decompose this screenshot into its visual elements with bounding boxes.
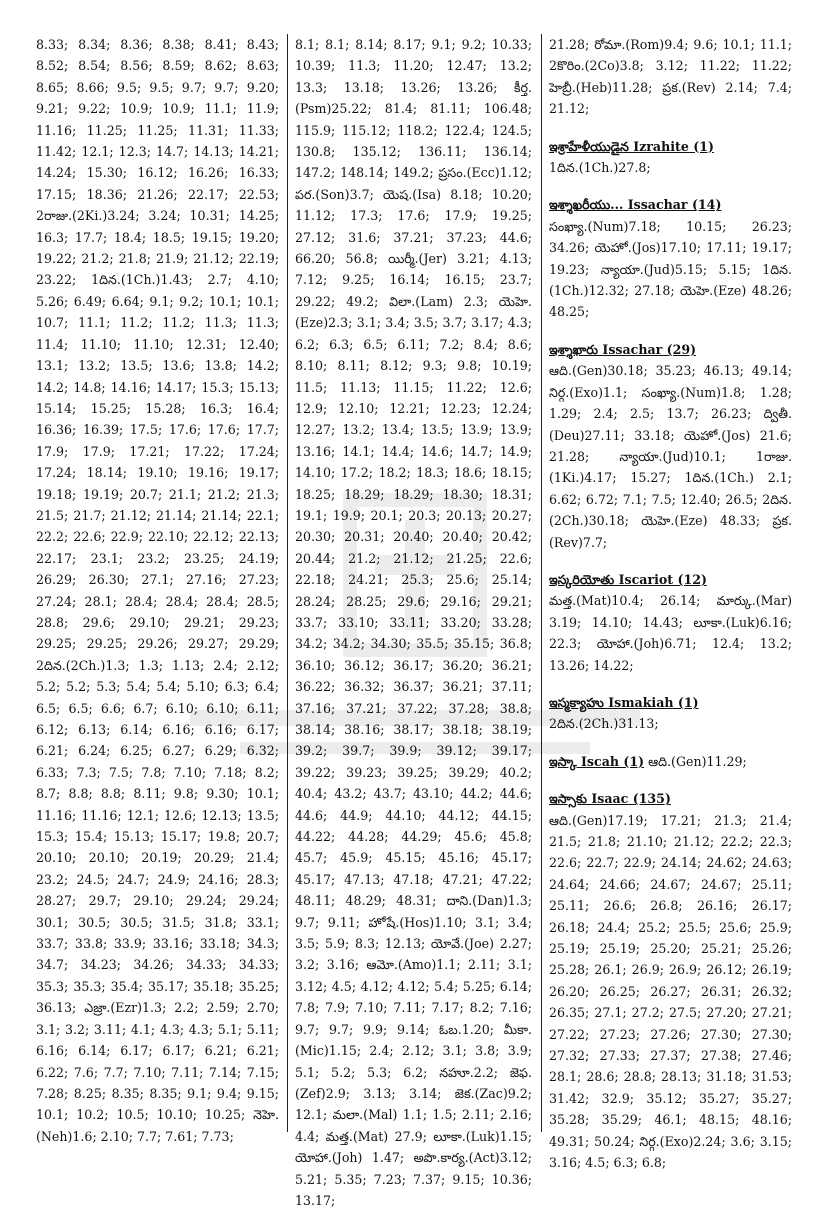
concordance-page [36, 34, 792, 1208]
entry-iscah [549, 751, 792, 772]
entry-references: ఆది.(Gen)17.19; 17.21; 21.3; 21.4; 21.5; 21.8; 21.10; 21.12; 22.2; 22.3; 22.6; 22.7; 22.9; 24.14; 24.62; 24.63; 24.64; 24.66; 24.67; 24.67; 25.11; 25.11; 26.6; 26.8; 26.16; 26.17; 26.18; 24.4; 25.2; 25.5; 25.6; 25.9; 25.19; 25.19; 25.20; 25.21; 25.26; 25.28; 26.1; 26.9; 26.9; 26.12; 26.19; 26.20; 26.25; 26.27; 26.31; 26.32; 26.35; 27.1; 27.2; 27.5; 27.20; 27.21; 27.22; 27.23; 27.26; 27.30; 27.30; 27.32; 27.33; 27.37; 27.38; 27.46; 28.1; 28.6; 28.8; 28.13; 31.18; 31.53; 31.42; 32.9; 35.12; 35.27; 35.27; 35.28; 35.29; 46.1; 48.15; 48.16; 49.31; 50.24; నిర్గ.(Exo)2.24; 3.6; 3.15; 3.16; 4.5; 6.3; 6.8; [549, 812, 792, 1171]
column-divider [541, 34, 542, 1132]
entry-heading: ఇస్సాకు Isaac (135) [549, 791, 671, 807]
entry-iscariot [549, 569, 792, 676]
entry-heading: ఇశ్రాహేళీయుడైన Izrahite (1) [549, 138, 714, 154]
reference-list: 8.33; 8.34; 8.36; 8.38; 8.41; 8.43; 8.52; 8.54; 8.56; 8.59; 8.62; 8.63; 8.65; 8.66; 9.5; 9.5; 9.7; 9.7; 9.20; 9.21; 9.22; 10.9; 10.9; 11.1; 11.9; 11.16; 11.25; 11.25; 11.31; 11.33; 11.42; 12.1; 12.3; 14.7; 14.13; 14.21; 14.24; 15.30; 16.12; 16.26; 16.33; 17.15; 18.36; 21.26; 22.17; 22.53; 2రాజు.(2Ki.)3.24; 3.24; 10.31; 14.25; 16.3; 17.7; 18.4; 18.5; 19.15; 19.20; 19.22; 21.2; 21.8; 21.9; 21.12; 22.19; 23.22; 1దిన.(1Ch.)1.43; 2.7; 4.10; 5.26; 6.49; 6.64; 9.1; 9.2; 10.1; 10.1; 10.7; 11.1; 11.2; 11.2; 11.3; 11.3; 11.4; 11.10; 11.10; 12.31; 12.40; 13.1; 13.2; 13.5; 13.6; 13.8; 14.2; 14.2; 14.8; 14.16; 14.17; 15.3; 15.13; 15.14; 15.25; 15.28; 16.3; 16.4; 16.36; 16.39; 17.5; 17.6; 17.6; 17.7; 17.9; 17.9; 17.21; 17.22; 17.24; 17.24; 18.14; 19.10; 19.16; 19.17; 19.18; 19.19; 20.7; 21.1; 21.2; 21.3; 21.5; 21.7; 21.12; 21.14; 21.14; 22.1; 22.2; 22.6; 22.9; 22.10; 22.12; 22.13; 22.17; 23.1; 23.2; 23.25; 24.19; 26.29; 26.30; 27.1; 27.16; 27.23; 27.24; 28.1; 28.4; 28.4; 28.4; 28.5; 28.8; 29.6; 29.10; 29.21; 29.23; 29.25; 29.25; 29.26; 29.27; 29.29; 2దిన.(2Ch.)1.3; 1.3; 1.13; 2.4; 2.12; 5.2; 5.2; 5.3; 5.4; 5.4; 5.10; 6.3; 6.4; 6.5; 6.5; 6.6; 6.7; 6.10; 6.10; 6.11; 6.12; 6.13; 6.14; 6.16; 6.16; 6.17; 6.21; 6.24; 6.25; 6.27; 6.29; 6.32; 6.33; 7.3; 7.5; 7.8; 7.10; 7.18; 8.2; 8.7; 8.8; 8.8; 8.11; 9.8; 9.30; 10.1; 11.16; 11.16; 12.1; 12.6; 12.13; 13.5; 15.3; 15.4; 15.13; 15.17; 19.8; 20.7; 20.10; 20.10; 20.19; 20.29; 21.4; 23.2; 24.5; 24.7; 24.9; 24.16; 28.3; 28.27; 29.7; 29.10; 29.24; 29.24; 30.1; 30.5; 30.5; 31.5; 31.8; 33.1; 33.7; 33.8; 33.9; 33.16; 33.18; 34.3; 34.7; 34.23; 34.26; 34.33; 34.33; 35.3; 35.3; 35.4; 35.17; 35.18; 35.25; 36.13; ఎజ్రా.(Ezr)1.3; 2.2; 2.59; 2.70; 3.1; 3.2; 3.11; 4.1; 4.3; 4.3; 5.1; 5.11; 6.16; 6.14; 6.17; 6.17; 6.21; 6.21; 6.22; 7.6; 7.7; 7.10; 7.11; 7.14; 7.15; 7.28; 8.25; 8.35; 8.35; 9.1; 9.4; 9.15; 10.1; 10.2; 10.5; 10.10; 10.25; నెహె.(Neh)1.6; 2.10; 7.7; 7.61; 7.73; [36, 37, 279, 1144]
entry-isaac [549, 788, 792, 1173]
entry-issachar-14 [549, 194, 792, 322]
entry-heading: ఇస్కా Iscah (1) [549, 753, 645, 769]
entry-issachar-29 [549, 339, 792, 553]
column-1 [36, 34, 279, 1144]
entry-references: 1దిన.(1Ch.)27.8; [549, 160, 651, 176]
entry-references: 2దిన.(2Ch.)31.13; [549, 716, 659, 732]
entry-references: సంఖ్యా.(Num)7.18; 10.15; 26.23; 34.26; యెహో.(Jos)17.10; 17.11; 19.17; 19.23; న్యాయా.(Jud)5.15; 5.15; 1దిన.(1Ch.)12.32; 27.18; యెహె.(Eze) 48.26; 48.25; [549, 218, 792, 320]
entry-ismakiah [549, 692, 792, 735]
entry-izrahite [549, 136, 792, 179]
entry-references: మత్త.(Mat)10.4; 26.14; మార్కు.(Mar) 3.19; 14.10; 14.43; లూకా.(Luk)6.16; 22.3; యోహా.(Joh)6.71; 12.4; 13.2; 13.26; 14.22; [549, 593, 792, 673]
entry-heading: ఇస్మక్యాహు Ismakiah (1) [549, 694, 699, 710]
entry-heading: ఇశ్శాఖారు Issachar (29) [549, 341, 697, 357]
column-2 [295, 34, 532, 1208]
entry-heading: ఇస్కరియోతు Iscariot (12) [549, 571, 707, 587]
entry-heading: ఇశ్శాఖరీయు... Issachar (14) [549, 197, 722, 213]
reference-list: 21.28; రోమా.(Rom)9.4; 9.6; 10.1; 11.1; 2కొరిం.(2Co)3.8; 3.12; 11.22; 11.22; హెబ్రీ.(Heb)11.28; ప్రక.(Rev) 2.14; 7.4; 21.12; [549, 37, 792, 117]
column-divider [287, 34, 288, 1132]
entry-references: ఆది.(Gen)30.18; 35.23; 46.13; 49.14; నిర్గ.(Exo)1.1; సంఖ్యా.(Num)1.8; 1.28; 1.29; 2.4; 2.5; 13.7; 26.23; ద్వితీ.(Deu)27.11; 33.18; యెహో.(Jos) 21.6; 21.28; న్యాయా.(Jud)10.1; 1రాజు.(1Ki.)4.17; 15.27; 1దిన.(1Ch.) 2.1; 6.62; 6.72; 7.1; 7.5; 12.40; 26.5; 2దిన.(2Ch.)30.18; యెహె.(Eze) 48.33; ప్రక.(Rev)7.7; [549, 363, 792, 550]
reference-list: 8.1; 8.1; 8.14; 8.17; 9.1; 9.2; 10.33; 10.39; 11.3; 11.20; 12.47; 13.2; 13.3; 13.18; 13.26; 13.26; కీర్త.(Psm)25.22; 81.4; 81.11; 106.48; 115.9; 115.12; 118.2; 122.4; 124.5; 130.8; 135.12; 136.11; 136.14; 147.2; 148.14; 149.2; ప్రసం.(Ecc)1.12; పర.(Son)3.7; యెష.(Isa) 8.18; 10.20; 11.12; 17.3; 17.6; 17.9; 19.25; 27.12; 31.6; 37.21; 37.23; 44.6; 66.20; 56.8; యిర్మీ.(Jer) 3.21; 4.13; 7.12; 9.25; 16.14; 16.15; 23.7; 29.22; 49.2; విలా.(Lam) 2.3; యెహె.(Eze)2.3; 3.1; 3.4; 3.5; 3.7; 3.17; 4.3; 6.2; 6.3; 6.5; 6.11; 7.2; 8.4; 8.6; 8.10; 8.11; 8.12; 9.3; 9.8; 10.19; 11.5; 11.13; 11.15; 11.22; 12.6; 12.9; 12.10; 12.21; 12.23; 12.24; 12.27; 13.2; 13.4; 13.5; 13.9; 13.9; 13.16; 14.1; 14.4; 14.6; 14.7; 14.9; 14.10; 17.2; 18.2; 18.3; 18.6; 18.15; 18.25; 18.29; 18.29; 18.30; 18.31; 19.1; 19.9; 20.1; 20.3; 20.13; 20.27; 20.30; 20.31; 20.40; 20.40; 20.42; 20.44; 21.2; 21.12; 21.25; 22.6; 22.18; 24.21; 25.3; 25.6; 25.14; 28.24; 28.25; 29.6; 29.16; 29.21; 33.7; 33.10; 33.11; 33.20; 33.28; 34.2; 34.2; 34.30; 35.5; 35.15; 36.8; 36.10; 36.12; 36.17; 36.20; 36.21; 36.22; 36.32; 36.37; 36.21; 37.11; 37.16; 37.21; 37.22; 37.28; 38.8; 38.14; 38.16; 38.17; 38.18; 38.19; 39.2; 39.7; 39.9; 39.12; 39.17; 39.22; 39.23; 39.25; 39.29; 40.2; 40.4; 43.2; 43.7; 43.10; 44.2; 44.6; 44.6; 44.9; 44.10; 44.12; 44.15; 44.22; 44.28; 44.29; 45.6; 45.8; 45.7; 45.9; 45.15; 45.16; 45.17; 45.17; 47.13; 47.18; 47.21; 47.22; 48.11; 48.29; 48.31; దాని.(Dan)1.3; 9.7; 9.11; హోషే.(Hos)1.10; 3.1; 3.4; 3.5; 5.9; 8.3; 12.13; యోవే.(Joe) 2.27; 3.2; 3.16; ఆమో.(Amo)1.1; 2.11; 3.1; 3.12; 4.5; 4.12; 4.12; 5.4; 5.25; 6.14; 7.8; 7.9; 7.10; 7.11; 7.17; 8.2; 7.16; 9.7; 9.7; 9.9; 9.14; ఓబ.1.20; మీకా.(Mic)1.15; 2.4; 2.12; 3.1; 3.8; 3.9; 5.1; 5.2; 5.3; 6.2; నహూ.2.2; జెఫ.(Zef)2.9; 3.13; 3.14; జెక.(Zac)9.2; 12.1; మలా.(Mal) 1.1; 1.5; 2.11; 2.16; 4.4; మత్త.(Mat) 27.9; లూకా.(Luk)1.15; యోహా.(Joh) 1.47; అపొ.కార్య.(Act)3.12; 5.21; 5.35; 7.23; 7.37; 9.15; 10.36; 13.17; [295, 37, 532, 1208]
entry-references: ఆది.(Gen)11.29; [648, 753, 747, 769]
column-3 [549, 34, 792, 1171]
